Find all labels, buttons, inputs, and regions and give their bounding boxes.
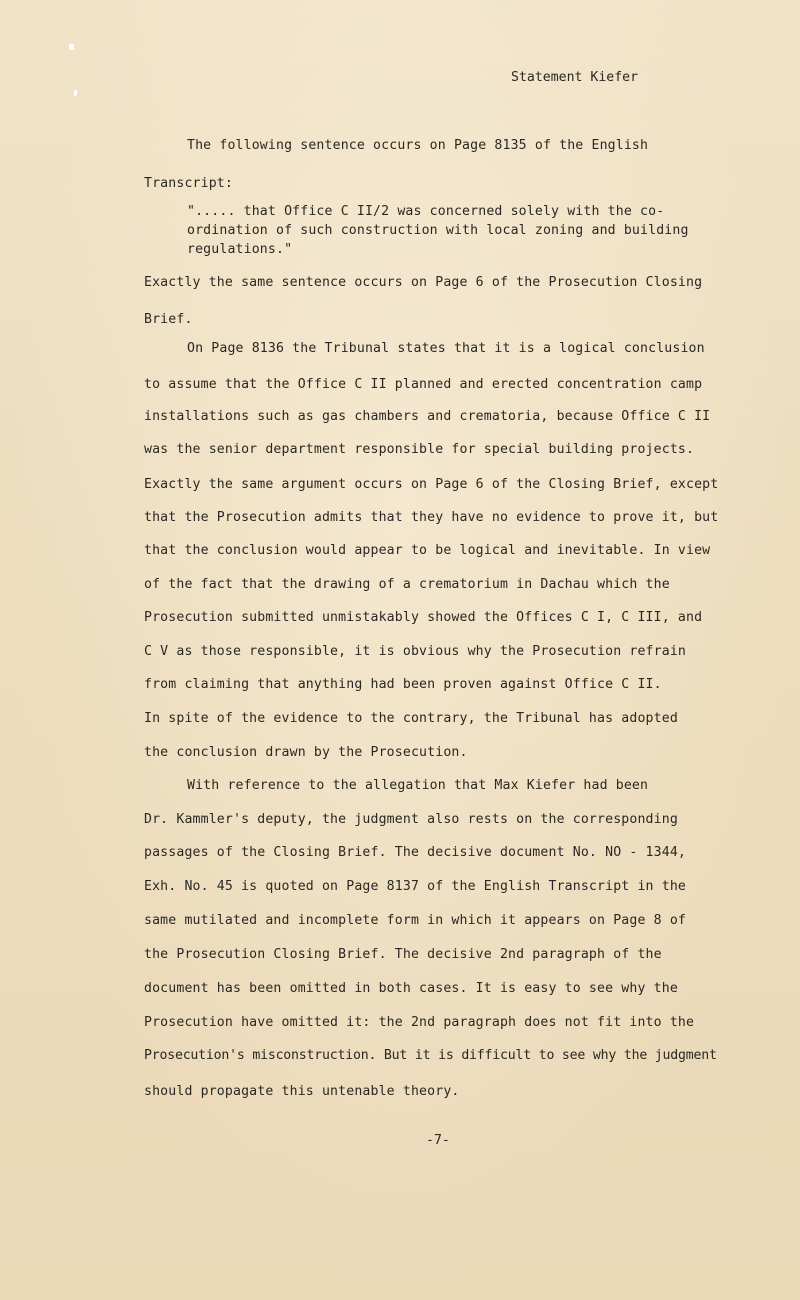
- text-line: was the senior department responsible for special building projects.: [144, 442, 695, 457]
- text-line: of the fact that the drawing of a crematorium in Dachau which the: [144, 577, 670, 592]
- text-line: from claiming that anything had been proven against Office C II.: [144, 677, 662, 692]
- text-line: the Prosecution Closing Brief. The decisive 2nd paragraph of the: [144, 947, 662, 962]
- text-line: Brief.: [144, 312, 193, 327]
- text-line: Exactly the same sentence occurs on Page 6 of the Prosecution Closing: [144, 275, 703, 290]
- text-line: Exh. No. 45 is quoted on Page 8137 of the English Transcript in the: [144, 879, 686, 894]
- text-line: the conclusion drawn by the Prosecution.: [144, 745, 468, 760]
- text-line: that the Prosecution admits that they have no evidence to prove it, but: [144, 510, 719, 525]
- text-line: installations such as gas chambers and crematoria, because Office C II: [144, 409, 711, 424]
- text-line: In spite of the evidence to the contrary, the Tribunal has adopted: [144, 711, 678, 726]
- text-line: should propagate this untenable theory.: [144, 1084, 460, 1099]
- text-line: document has been omitted in both cases. It is easy to see why the: [144, 981, 678, 996]
- quote-line: regulations.": [187, 242, 293, 257]
- paper-speck: [69, 44, 74, 50]
- text-line: C V as those responsible, it is obvious why the Prosecution refrain: [144, 644, 686, 659]
- text-line: same mutilated and incomplete form in which it appears on Page 8 of: [144, 913, 686, 928]
- text-line: On Page 8136 the Tribunal states that it is a logical conclusion: [187, 341, 705, 356]
- text-line: to assume that the Office C II planned and erected concentration camp: [144, 377, 703, 392]
- page-number: -7-: [426, 1133, 450, 1148]
- document-header: Statement Kiefer: [511, 70, 639, 85]
- text-line: Dr. Kammler's deputy, the judgment also rests on the corresponding: [144, 812, 678, 827]
- text-line: Prosecution have omitted it: the 2nd paragraph does not fit into the: [144, 1015, 695, 1030]
- text-line: passages of the Closing Brief. The decisive document No. NO - 1344,: [144, 845, 686, 860]
- text-line: Prosecution's misconstruction. But it is difficult to see why the judgment: [144, 1048, 717, 1063]
- text-line: that the conclusion would appear to be logical and inevitable. In view: [144, 543, 711, 558]
- text-line: Transcript:: [144, 176, 233, 191]
- paper-speck: [74, 90, 77, 96]
- quote-line: ordination of such construction with local zoning and building: [187, 223, 689, 238]
- text-line: Exactly the same argument occurs on Page 6 of the Closing Brief, except: [144, 477, 719, 492]
- text-line: The following sentence occurs on Page 8135 of the English: [187, 138, 649, 153]
- text-line: With reference to the allegation that Max Kiefer had been: [187, 778, 649, 793]
- quote-line: "..... that Office C II/2 was concerned solely with the co-: [187, 204, 665, 219]
- text-line: Prosecution submitted unmistakably showed the Offices C I, C III, and: [144, 610, 703, 625]
